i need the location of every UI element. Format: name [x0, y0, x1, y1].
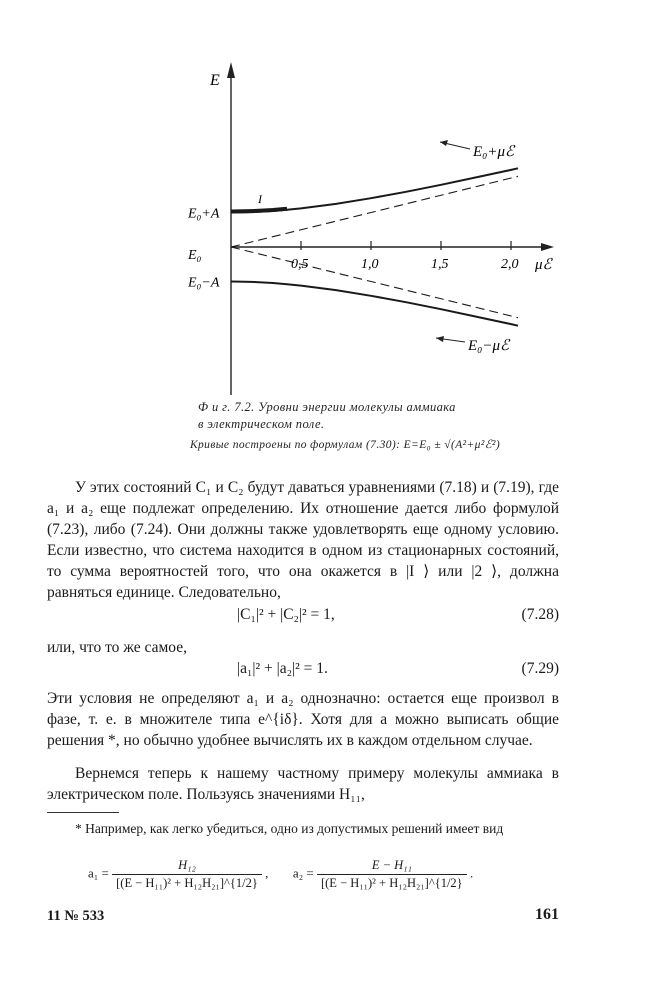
paragraph-1: [47, 477, 559, 603]
series-line: [231, 282, 518, 326]
x-axis-label: μℰ: [535, 257, 552, 273]
x-tick-label: 0,5: [291, 257, 309, 272]
formula-a2-numerator: E − H₁₁: [317, 858, 467, 875]
paragraph-4-text: Вернемся теперь к нашему частному примеру молекулы аммиака в электрическом поле. Пользуясь значениями H₁₁,: [47, 765, 559, 803]
footnote-text: * Например, как легко убедиться, одно из допустимых решений имеет вид: [75, 821, 504, 836]
formula-separator: ,: [265, 865, 269, 881]
formula-a1-numerator: H₁₂: [112, 858, 262, 875]
annotation-arrow: [436, 336, 444, 342]
formula-a1-denominator: [(E − H₁₁)² + H₁₂H₂₁]^{1/2}: [116, 876, 258, 890]
formula-a1-fraction: [112, 858, 262, 891]
formula-a2-denominator: [(E − H₁₁)² + H₁₂H₂₁]^{1/2}: [320, 876, 463, 890]
printer-signature: 11 № 533: [47, 908, 105, 924]
equation-7-29-number: (7.29): [521, 660, 559, 677]
footnote: [47, 820, 559, 838]
x-tick-label: 1,5: [431, 257, 449, 272]
curve-I-start: [231, 209, 287, 212]
footnote-formula: [88, 858, 558, 891]
formula-a1-lhs: a₁ =: [88, 865, 109, 881]
x-tick-label: 1,0: [361, 257, 379, 272]
curve-marker: I: [258, 192, 262, 206]
figure-caption-formula: Кривые построены по формулам (7.30): E=E₀ ± √(A²+μ²ℰ²): [190, 439, 501, 451]
y-level-label: E₀+A: [188, 206, 220, 222]
annotation-lower: E₀−μℰ: [468, 338, 510, 354]
formula-a2-fraction: [317, 858, 467, 891]
paragraph-2-text: или, что то же самое,: [47, 639, 187, 656]
series-line: [231, 168, 518, 212]
equation-7-28-number: (7.28): [521, 606, 559, 623]
y-axis-arrow: [227, 62, 235, 78]
y-axis-label: E: [210, 72, 220, 89]
paragraph-2: [47, 637, 559, 658]
paragraph-3-text: Эти условия не определяют a₁ и a₂ однозначно: остается еще произвол в фазе, т. е. в множителе типа e^{iδ}. Хотя для a можно выписать общие решения *, но обычно удобнее вычислять их в каждом отдельном случае.: [47, 690, 559, 749]
y-level-label: E₀−A: [188, 275, 220, 291]
equation-7-28: [47, 606, 559, 628]
formula-a2-lhs: a₂ =: [292, 865, 314, 881]
paragraph-3: [47, 688, 559, 751]
equation-7-29: [47, 660, 559, 682]
equation-7-28-body: |C₁|² + |C₂|² = 1,: [237, 606, 335, 623]
x-tick-label: 2,0: [501, 257, 519, 272]
equation-7-29-body: |a₁|² + |a₂|² = 1.: [237, 660, 328, 677]
footnote-divider: [47, 812, 119, 813]
y-level-label: E₀: [188, 248, 202, 263]
x-axis-arrow: [541, 243, 554, 251]
annotation-upper: E₀+μℰ: [473, 144, 515, 160]
paragraph-4: [47, 763, 559, 805]
paragraph-1-text: У этих состояний C₁ и C₂ будут даваться уравнениями (7.18) и (7.19), где a₁ и a₂ еще подлежат определению. Их отношение дается либо формулой (7.23), либо (7.24). Они должны также удовлетворять еще одному условию. Если известно, что система находится в одном из стационарных состояний, то сумма вероятностей того, что она окажется в |I ⟩ или |2 ⟩, должна равняться единице. Следовательно,: [47, 479, 559, 601]
figure-caption-line2: в электрическом поле.: [198, 417, 325, 431]
formula-end: .: [469, 865, 474, 881]
page-number: 161: [535, 906, 559, 923]
annotation-arrow: [440, 140, 448, 146]
figure-caption-line1: Ф и г. 7.2. Уровни энергии молекулы аммиака: [198, 400, 456, 414]
